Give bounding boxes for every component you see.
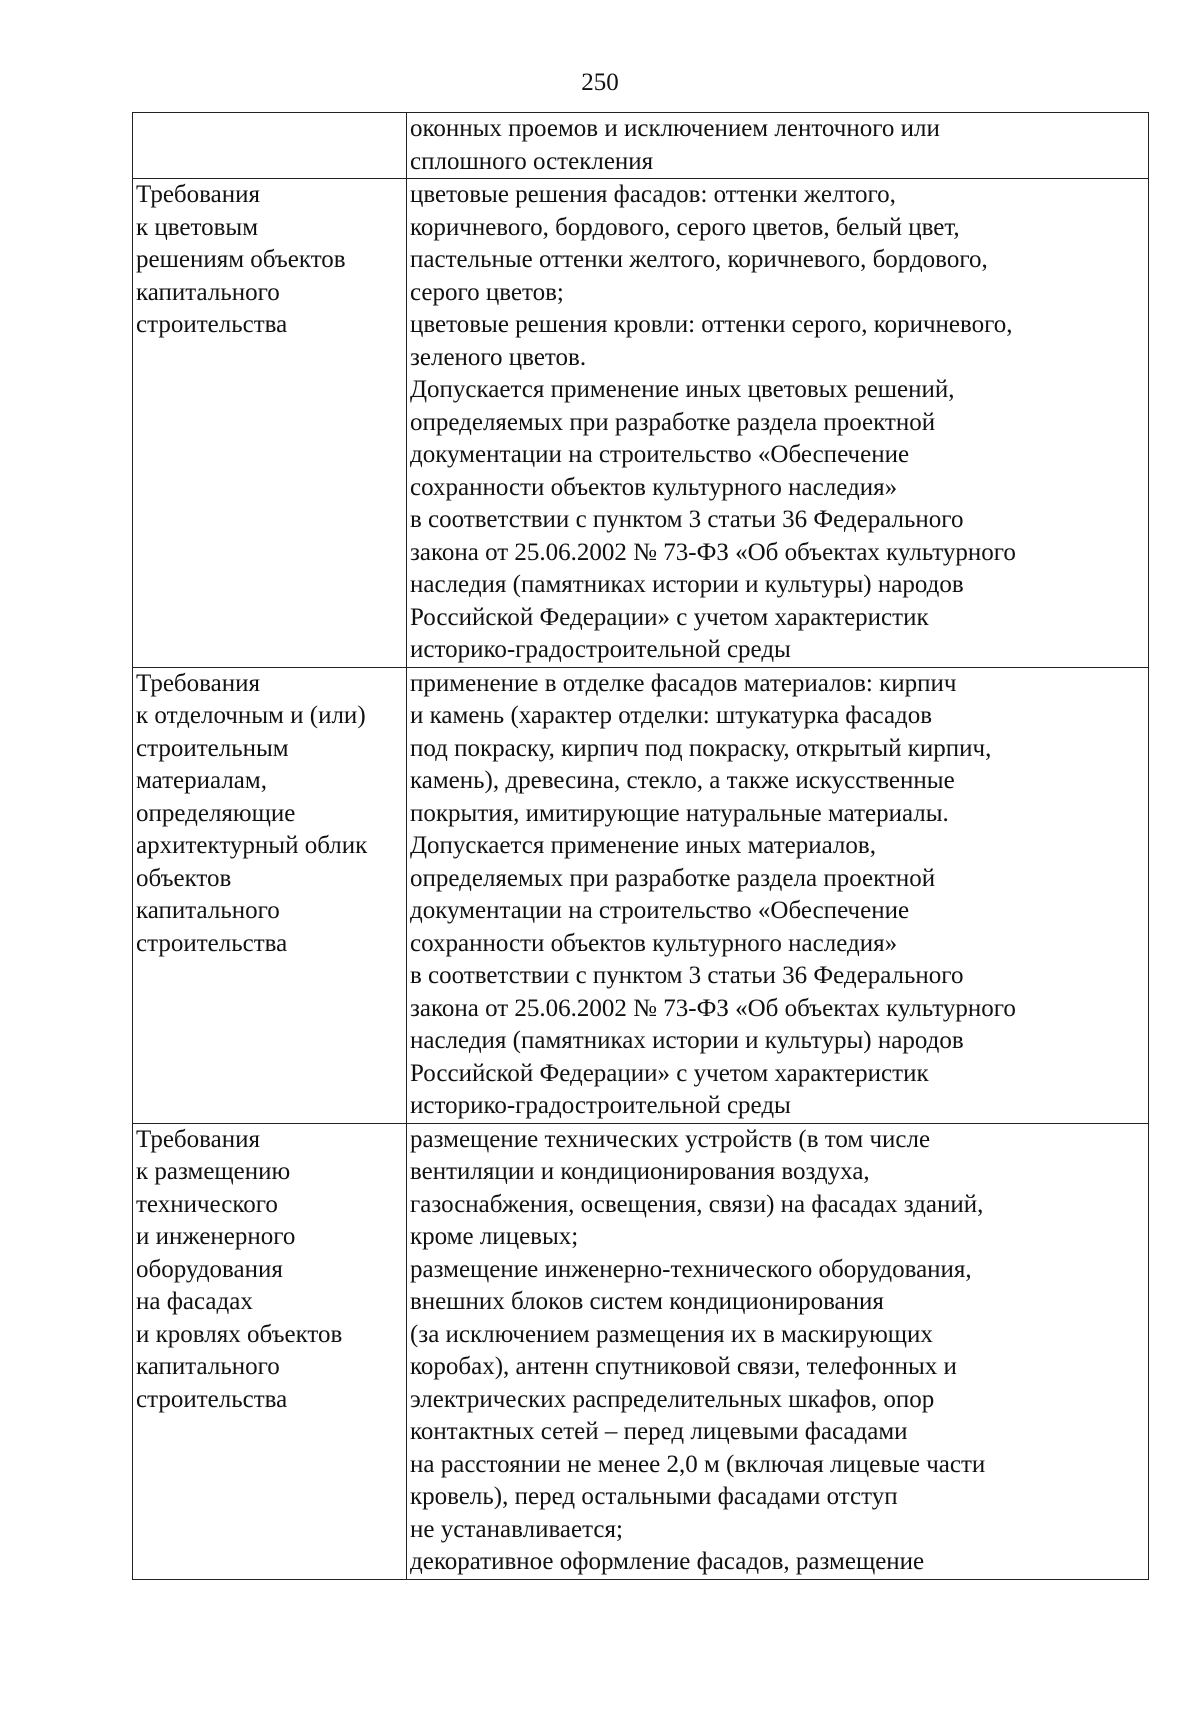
requirement-line: к отделочным и (или) bbox=[136, 702, 366, 729]
content-cell bbox=[407, 667, 1149, 1123]
content-line: Российской Федерации» с учетом характеристик bbox=[410, 603, 929, 631]
requirement-line: объектов bbox=[136, 864, 232, 892]
table-row bbox=[133, 179, 1149, 668]
requirement-line: строительства bbox=[136, 929, 288, 957]
content-line: историко-градостроительной среды bbox=[410, 1092, 791, 1119]
content-line: оконных проемов и исключением ленточного или bbox=[410, 115, 940, 142]
requirement-line: строительства bbox=[136, 1385, 288, 1413]
content-line: документации на строительство «Обеспечение bbox=[410, 441, 910, 468]
requirement-cell bbox=[133, 667, 407, 1123]
requirement-line: материалам, bbox=[136, 767, 267, 794]
requirement-line: капитального bbox=[136, 1353, 280, 1380]
content-line: закона от 25.06.2002 № 73-ФЗ «Об объектах культурного bbox=[410, 994, 1016, 1022]
table-row bbox=[133, 113, 1149, 179]
content-line: кроме лицевых; bbox=[410, 1223, 579, 1250]
content-line: вентиляции и кондиционирования воздуха, bbox=[410, 1158, 870, 1185]
content-line: на расстоянии не менее 2,0 м (включая лицевые части bbox=[410, 1450, 986, 1478]
content-line: камень), древесина, стекло, а также искусственные bbox=[410, 767, 955, 794]
content-line: (за исключением размещения их в маскирующих bbox=[410, 1320, 933, 1348]
content-line: размещение технических устройств (в том числе bbox=[410, 1125, 931, 1153]
requirements-table bbox=[132, 112, 1149, 1580]
content-line: коричневого, бордового, серого цветов, белый цвет, bbox=[410, 213, 960, 241]
content-line: применение в отделке фасадов материалов: кирпич bbox=[410, 669, 957, 697]
content-line: не устанавливается; bbox=[410, 1515, 623, 1543]
content-line: размещение инженерно-технического оборудования, bbox=[410, 1255, 972, 1283]
content-line: сохранности объектов культурного наследия» bbox=[410, 473, 898, 501]
requirement-cell bbox=[133, 179, 407, 668]
content-line: наследия (памятниках истории и культуры) народов bbox=[410, 1027, 964, 1054]
content-line: покрытия, имитирующие натуральные материалы. bbox=[410, 799, 949, 827]
content-line: электрических распределительных шкафов, опор bbox=[410, 1385, 935, 1413]
content-line: контактных сетей – перед лицевыми фасадами bbox=[410, 1418, 908, 1445]
content-line: историко-градостроительной среды bbox=[410, 636, 791, 663]
requirement-line: и кровлях объектов bbox=[136, 1320, 343, 1348]
content-line: кровель), перед остальными фасадами отступ bbox=[410, 1483, 898, 1510]
table-row bbox=[133, 1123, 1149, 1579]
requirement-line: Требования bbox=[136, 1125, 260, 1153]
requirement-line: Требования bbox=[136, 669, 260, 697]
requirement-line: технического bbox=[136, 1190, 278, 1218]
content-line: коробах), антенн спутниковой связи, телефонных и bbox=[410, 1353, 957, 1380]
content-line: закона от 25.06.2002 № 73-ФЗ «Об объектах культурного bbox=[410, 538, 1016, 566]
content-line: серого цветов; bbox=[410, 278, 564, 306]
content-line: пастельные оттенки желтого, коричневого, бордового, bbox=[410, 246, 988, 273]
content-line: сохранности объектов культурного наследия» bbox=[410, 929, 898, 957]
content-line: Российской Федерации» с учетом характеристик bbox=[410, 1059, 929, 1087]
table-row bbox=[133, 667, 1149, 1123]
content-line: цветовые решения кровли: оттенки серого, коричневого, bbox=[410, 311, 1013, 338]
requirement-line: строительства bbox=[136, 311, 288, 338]
content-line: в соответствии с пунктом 3 статьи 36 Федерального bbox=[410, 962, 964, 989]
content-line: документации на строительство «Обеспечение bbox=[410, 897, 910, 924]
content-line: и камень (характер отделки: штукатурка фасадов bbox=[410, 702, 933, 729]
content-line: определяемых при разработке раздела проектной bbox=[410, 408, 936, 436]
requirement-line: архитектурный облик bbox=[136, 832, 368, 859]
requirement-line: определяющие bbox=[136, 799, 296, 827]
content-line: внешних блоков систем кондиционирования bbox=[410, 1288, 884, 1315]
requirement-line: на фасадах bbox=[136, 1288, 253, 1315]
content-line: цветовые решения фасадов: оттенки желтого, bbox=[410, 181, 896, 208]
page-number: 250 bbox=[581, 69, 619, 96]
requirement-line: капитального bbox=[136, 278, 280, 306]
content-cell bbox=[407, 1123, 1149, 1579]
content-line: зеленого цветов. bbox=[410, 343, 587, 371]
requirement-cell bbox=[133, 113, 407, 179]
content-cell bbox=[407, 113, 1149, 179]
requirement-line: к размещению bbox=[136, 1158, 291, 1185]
content-line: декоративное оформление фасадов, размещение bbox=[410, 1548, 925, 1575]
requirement-line: строительным bbox=[136, 734, 289, 762]
content-line: сплошного остекления bbox=[410, 147, 654, 175]
requirement-line: Требования bbox=[136, 181, 260, 208]
content-line: в соответствии с пунктом 3 статьи 36 Федерального bbox=[410, 506, 964, 533]
requirement-line: к цветовым bbox=[136, 213, 259, 241]
requirement-line: решениям объектов bbox=[136, 246, 346, 273]
requirement-line: и инженерного bbox=[136, 1223, 296, 1250]
requirement-cell bbox=[133, 1123, 407, 1579]
content-line: Допускается применение иных материалов, bbox=[410, 832, 876, 859]
content-line: газоснабжения, освещения, связи) на фасадах зданий, bbox=[410, 1190, 984, 1218]
content-line: под покраску, кирпич под покраску, открытый кирпич, bbox=[410, 734, 992, 762]
content-line: наследия (памятниках истории и культуры) народов bbox=[410, 571, 964, 598]
requirement-line: оборудования bbox=[136, 1255, 283, 1283]
content-line: Допускается применение иных цветовых решений, bbox=[410, 376, 955, 403]
requirements-table-body bbox=[133, 113, 1149, 1580]
content-line: определяемых при разработке раздела проектной bbox=[410, 864, 936, 892]
requirement-line: капитального bbox=[136, 897, 280, 924]
content-cell bbox=[407, 179, 1149, 668]
